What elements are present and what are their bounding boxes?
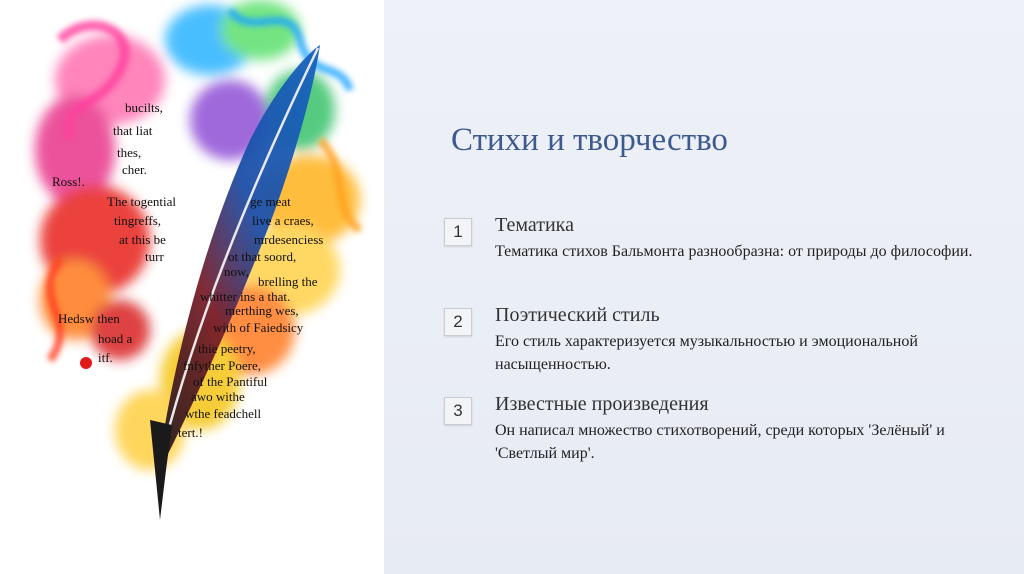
- art-text-line: merthing wes,: [225, 303, 299, 318]
- item-title: Тематика: [495, 214, 574, 236]
- art-text-line: brelling the: [258, 274, 318, 289]
- content-panel: [384, 0, 1024, 574]
- item-title: Известные произведения: [495, 393, 709, 415]
- item-title: Поэтический стиль: [495, 304, 660, 326]
- art-text-line: itf.: [98, 350, 113, 365]
- art-text-line: thie peetry,: [198, 341, 256, 356]
- slide-title: Стихи и творчество: [451, 122, 728, 158]
- art-text-line: thes,: [117, 145, 142, 160]
- art-text-line: ot that soord,: [228, 249, 297, 264]
- art-text-line: ge meat: [250, 194, 291, 209]
- art-text-line: The togential: [107, 194, 176, 209]
- art-text-line: turr: [145, 249, 164, 264]
- art-text-line: Ross!.: [52, 174, 85, 189]
- art-text-line: bucilts,: [125, 100, 163, 115]
- art-text-line: of the Pantiful: [193, 374, 268, 389]
- art-text-line: that liat: [113, 123, 153, 138]
- art-text-line: fnfyther Poere,: [183, 358, 261, 373]
- art-text-line: tingreffs,: [114, 213, 162, 228]
- art-text-line: mrdesenciess: [254, 232, 324, 247]
- item-number-badge: 2: [444, 308, 472, 336]
- item-description: Он написал множество стихотворений, среди которых 'Зелёный' и 'Светлый мир'.: [495, 422, 945, 462]
- art-text-line: cher.: [122, 162, 147, 177]
- art-text-line: at this be: [119, 232, 166, 247]
- art-text-line: tert.!: [178, 425, 203, 440]
- feather-ink-splash-image: [0, 0, 384, 574]
- art-text-line: with of Faiedsicy: [213, 320, 304, 335]
- art-text-line: live a craes,: [252, 213, 314, 228]
- feather-illustration: [0, 0, 384, 574]
- art-text-line: Hedsw then: [58, 311, 120, 326]
- item-number-badge: 3: [444, 397, 472, 425]
- item-number-badge: 1: [444, 218, 472, 246]
- item-description: Его стиль характеризуется музыкальностью и эмоциональной насыщенностью.: [495, 333, 918, 373]
- item-description: Тематика стихов Бальмонта разнообразна: от природы до философии.: [495, 243, 973, 260]
- art-text-line: wthe feadchell: [185, 406, 262, 421]
- art-text-line: whitter ins a that.: [200, 289, 291, 304]
- art-text-line: now,: [224, 264, 249, 279]
- art-text-line: awo withe: [191, 389, 245, 404]
- art-text-line: hoad a: [98, 331, 133, 346]
